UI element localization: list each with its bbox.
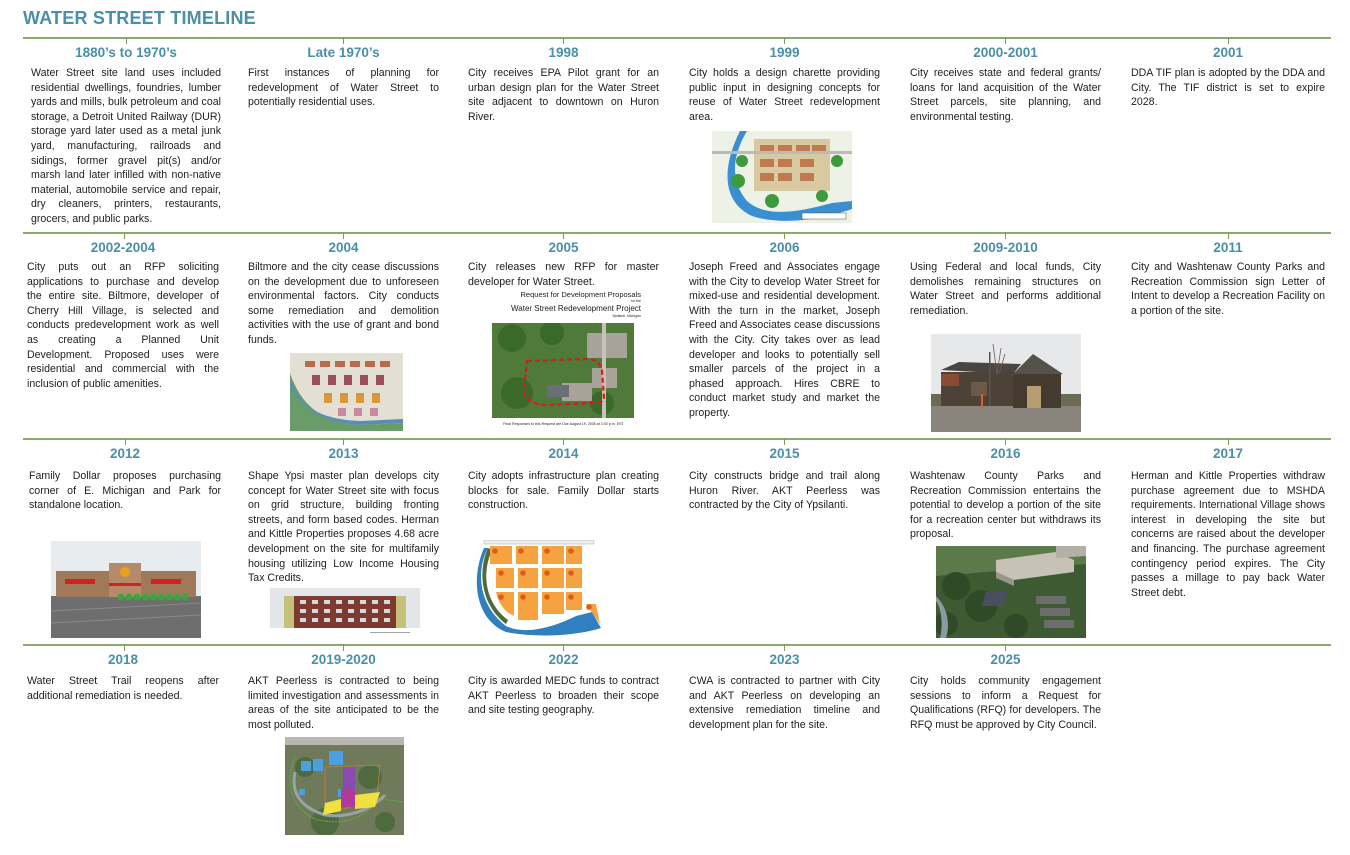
entry-description: City adopts infrastructure plan creating blocks for sale. Family Dollar starts construction. <box>468 470 659 512</box>
page-title: WATER STREET TIMELINE <box>23 8 256 28</box>
entry-year: 2005 <box>548 240 579 255</box>
timeline-tick <box>563 232 564 239</box>
entry-description: City receives state and federal grants/ loans for land acquisition of the Water Street parcels, site planning, and environmental testing. <box>910 67 1101 123</box>
entry-description: Washtenaw County Parks and Recreation Commission entertains the potential to develop a portion of the site for a recreation center but withdraws its proposal. <box>910 470 1101 541</box>
timeline-tick <box>124 644 125 651</box>
timeline-tick <box>784 232 785 239</box>
entry-year: 2006 <box>769 240 800 255</box>
entry-description: Water Street site land uses included residential dwellings, foundries, lumber yards and mills, bulk petroleum and coal storage, a Detroit United Railway (DUR) storage yard later used as a metal junk yard, manufacturing, railroads and sidings, former gravel pit(s) and/or marsh land later infilled with non-native material, automobile service and repair, dry cleaners, printers, restaurants, grocers, and public parks. <box>31 67 221 225</box>
entry-year: 2002-2004 <box>90 240 156 255</box>
entry-year: 2009-2010 <box>973 240 1038 255</box>
entry-description: Biltmore and the city cease discussions on the development due to unforeseen environmental factors. City conducts some remediation and demolition activities with the use of grant and bond funds. <box>248 261 439 346</box>
timeline-row-2 <box>23 232 1331 438</box>
timeline-tick <box>343 232 344 239</box>
rfp-for: for the <box>631 299 641 303</box>
timeline-rule <box>23 644 1331 646</box>
family-dollar-rendering-image <box>51 541 201 638</box>
timeline-tick <box>563 644 564 651</box>
recreation-center-rendering-image <box>936 546 1086 638</box>
timeline-tick <box>563 37 564 44</box>
entry-year: Late 1970’s <box>307 45 380 60</box>
timeline-tick <box>1005 37 1006 44</box>
timeline-tick <box>563 438 564 445</box>
entry-description: City constructs bridge and trail along Huron River. AKT Peerless was contracted by the City of Ypsilanti. <box>689 470 880 512</box>
timeline-tick <box>784 438 785 445</box>
timeline-tick <box>126 37 127 44</box>
rfp-cover-image <box>468 290 659 430</box>
timeline-tick <box>343 644 344 651</box>
entry-description: City releases new RFP for master developer for Water Street. <box>468 261 659 288</box>
entry-description: Herman and Kittle Properties withdraw purchase agreement due to MSHDA requirements. International Village shows interest in developing the site but concerns are raised about the developer and financing. The purchase agreement contingency period expires. The City passes a millage to pay back Water Street debt. <box>1131 470 1325 599</box>
timeline-tick <box>1005 644 1006 651</box>
entry-description: City is awarded MEDC funds to contract AKT Peerless to broaden their scope and site testing geography. <box>468 675 659 717</box>
timeline-tick <box>1228 232 1229 239</box>
entry-year: 2022 <box>548 652 579 667</box>
multifamily-building-elevation-image <box>270 588 420 636</box>
timeline-tick <box>343 37 344 44</box>
timeline-row-1 <box>23 37 1331 232</box>
timeline-rule <box>23 37 1331 39</box>
timeline-tick <box>1228 37 1229 44</box>
rfp-location: Ypsilanti, Michigan <box>612 314 641 318</box>
entry-description: Water Street Trail reopens after additional remediation is needed. <box>27 675 219 702</box>
timeline-row-4 <box>23 644 1331 855</box>
entry-year: 2023 <box>769 652 800 667</box>
rfp-heading: Request for Development Proposals <box>520 290 641 299</box>
rfp-project: Water Street Redevelopment Project <box>511 304 641 313</box>
entry-description: City holds a design charette providing public input in designing concepts for reuse of Water Street redevelopment area. <box>689 67 880 123</box>
entry-year: 2018 <box>107 652 139 667</box>
entry-description: City puts out an RFP soliciting applications to purchase and develop the entire site. Biltmore, developer of Cherry Hill Village, is selected and conducts predevelopment work as well as creating a Planned Unit Development. Proposed uses were residential and commercial with the inclusion of public amenities. <box>27 261 219 390</box>
timeline-rule <box>23 438 1331 440</box>
entry-description: City holds community engagement sessions to inform a Request for Qualifications (RFQ) for developers. The RFQ must be approved by City Council. <box>910 675 1101 731</box>
rfp-aerial-photo <box>492 323 634 418</box>
entry-year: 1999 <box>769 45 800 60</box>
entry-year: 2011 <box>1213 240 1243 255</box>
entry-year: 2019-2020 <box>311 652 376 667</box>
timeline-tick <box>1228 438 1229 445</box>
demolition-buildings-photo <box>931 334 1081 432</box>
entry-year: 2012 <box>109 446 141 461</box>
investigation-areas-aerial-map-image <box>285 737 404 835</box>
entry-year: 2015 <box>769 446 800 461</box>
entry-description: AKT Peerless is contracted to being limited investigation and assessments in areas of the site anticipated to be the most polluted. <box>248 675 439 731</box>
block-plan-map-image <box>476 540 611 636</box>
entry-year: 2004 <box>328 240 359 255</box>
timeline-tick <box>124 232 125 239</box>
entry-year: 2016 <box>990 446 1021 461</box>
entry-year: 2000-2001 <box>973 45 1038 60</box>
entry-description: First instances of planning for redevelopment of Water Street to potentially residential uses. <box>248 67 439 109</box>
entry-year: 1998 <box>548 45 579 60</box>
entry-description: Family Dollar proposes purchasing corner of E. Michigan and Park for standalone location. <box>29 470 221 512</box>
timeline-row-3 <box>23 438 1331 645</box>
timeline-tick <box>784 644 785 651</box>
entry-year: 2025 <box>990 652 1021 667</box>
timeline-tick <box>1005 232 1006 239</box>
rfp-footer: Final Responses to this Request are Due August 19, 2005 at 3:00 p.m. EST <box>503 422 624 426</box>
entry-year: 2013 <box>328 446 359 461</box>
timeline-tick <box>343 438 344 445</box>
entry-description: City receives EPA Pilot grant for an urban design plan for the Water Street site adjacent to downtown on Huron River. <box>468 67 659 123</box>
timeline-tick <box>125 438 126 445</box>
entry-year: 1880’s to 1970’s <box>75 45 177 60</box>
entry-description: City and Washtenaw County Parks and Recreation Commission sign Letter of Intent to develop a Recreation Facility on a portion of the site. <box>1131 261 1325 317</box>
entry-description: Joseph Freed and Associates engage with the City to develop Water Street for mixed-use and residential development. With the turn in the market, Joseph Freed and Associates cease discussions with the City. City takes over as lead developer and looks to potentially sell smaller parcels of the project in a phased approach. Hires CBRE to conduct market study and market the property. <box>689 261 880 419</box>
entry-description: Shape Ypsi master plan develops city concept for Water Street site with focus on grid structure, building fronting streets, and form based codes. Herman and Kittle Properties proposes 4.68 acre development on the site for multifamily housing utilizing Low Income Housing Tax Credits. <box>248 470 439 585</box>
entry-year: 2014 <box>548 446 579 461</box>
entry-year: 2017 <box>1212 446 1244 461</box>
entry-description: CWA is contracted to partner with City and AKT Peerless on developing an extensive remediation timeline and development plan for the site. <box>689 675 880 731</box>
entry-year: 2001 <box>1212 45 1244 60</box>
design-charette-site-plan-image <box>712 131 852 223</box>
timeline-tick <box>784 37 785 44</box>
entry-description: Using Federal and local funds, City demolishes remaining structures on Water Street and performs additional remediation. <box>910 261 1101 317</box>
timeline-tick <box>1005 438 1006 445</box>
biltmore-site-plan-image <box>290 353 403 431</box>
timeline-rule <box>23 232 1331 234</box>
entry-description: DDA TIF plan is adopted by the DDA and City. The TIF district is set to expire 2028. <box>1131 67 1325 109</box>
